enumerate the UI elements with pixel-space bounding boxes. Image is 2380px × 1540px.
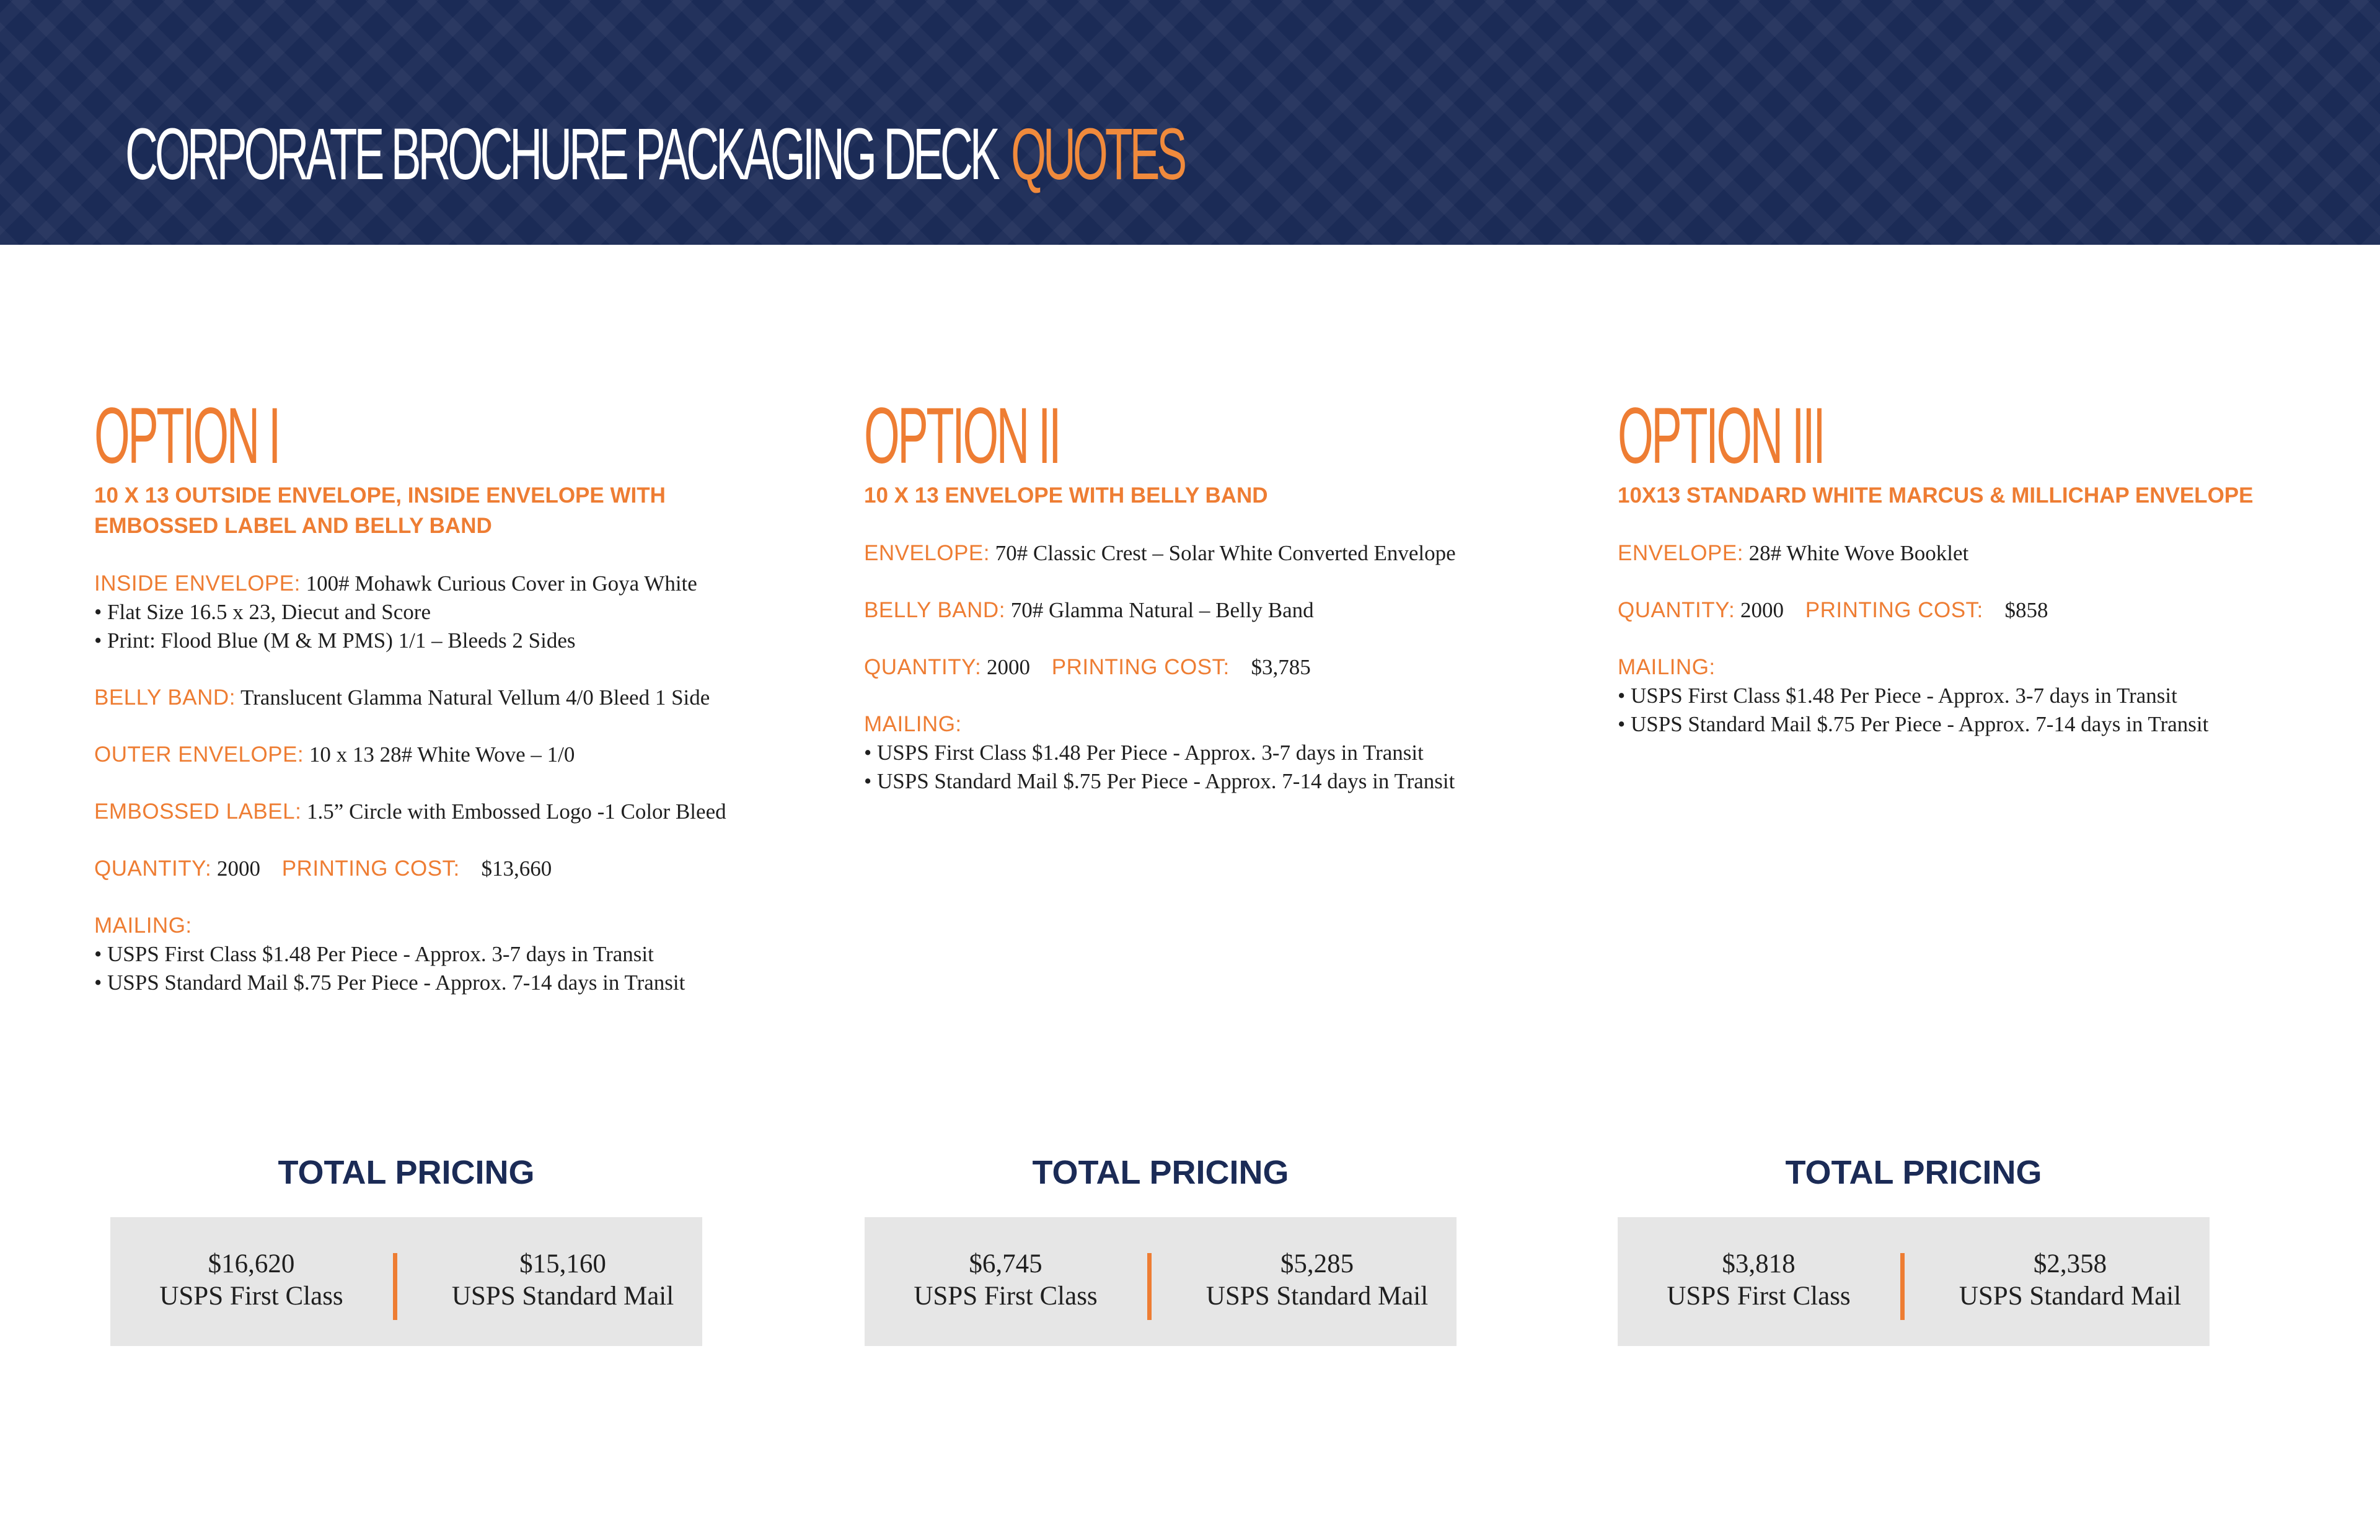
price-divider — [1900, 1253, 1905, 1320]
quantity-label: QUANTITY: — [1618, 598, 1735, 622]
standard-mail-amount: $2,358 — [2033, 1249, 2107, 1278]
printing-cost-label: PRINTING COST: — [1805, 598, 1983, 622]
printing-cost-label: PRINTING COST: — [281, 856, 460, 881]
inside-envelope-value: 100# Mohawk Curious Cover in Goya White — [306, 571, 697, 596]
outer-envelope-label: OUTER ENVELOPE: — [94, 742, 304, 767]
standard-mail-amount: $15,160 — [519, 1249, 606, 1278]
option-3-quantity-cost — [1618, 596, 2330, 625]
option-2-quantity-cost — [864, 653, 1577, 682]
header-banner — [0, 0, 2380, 245]
option-2-column — [864, 392, 1577, 824]
quantity-label: QUANTITY: — [864, 655, 982, 679]
mailing-bullet: • USPS Standard Mail $.75 Per Piece - Approx. 7-14 days in Transit — [864, 769, 1455, 793]
printing-cost-value: $3,785 — [1251, 655, 1311, 679]
first-class-label: USPS First Class — [159, 1282, 343, 1311]
standard-mail-label: USPS Standard Mail — [451, 1282, 674, 1311]
envelope-value: 70# Classic Crest – Solar White Converted Envelope — [995, 541, 1456, 565]
total-pricing-title: TOTAL PRICING — [278, 1154, 535, 1191]
printing-cost-value: $858 — [2004, 598, 2048, 622]
mailing-label: MAILING: — [864, 712, 962, 736]
first-class-amount: $16,620 — [208, 1249, 295, 1278]
page-title-main: CORPORATE BROCHURE PACKAGING DECK — [125, 113, 997, 195]
option-2-mailing — [864, 710, 1577, 796]
mailing-bullet: • USPS First Class $1.48 Per Piece - Approx. 3-7 days in Transit — [864, 741, 1424, 765]
option-3-column — [1618, 392, 2330, 767]
option-1-mailing — [94, 912, 807, 997]
inside-envelope-bullet: • Print: Flood Blue (M & M PMS) 1/1 – Bleeds 2 Sides — [94, 628, 576, 653]
page-title-accent: QUOTES — [1011, 113, 1184, 195]
option-2-subhead: 10 X 13 ENVELOPE WITH BELLY BAND — [864, 483, 1268, 508]
option-1-quantity-cost — [94, 855, 807, 883]
standard-mail-price — [1931, 1248, 2210, 1313]
first-class-price — [1618, 1248, 1900, 1313]
option-1-belly-band — [94, 684, 807, 712]
price-box — [110, 1217, 702, 1346]
page-title — [125, 113, 1184, 195]
quantity-value: 2000 — [217, 856, 260, 881]
embossed-label-label: EMBOSSED LABEL: — [94, 799, 302, 824]
price-box — [1618, 1217, 2210, 1346]
total-pricing-title: TOTAL PRICING — [1785, 1154, 2042, 1191]
mailing-bullet: • USPS First Class $1.48 Per Piece - Approx. 3-7 days in Transit — [1618, 684, 2177, 708]
quantity-label: QUANTITY: — [94, 856, 212, 881]
option-2-envelope — [864, 539, 1577, 568]
option-1-outer-envelope — [94, 741, 807, 769]
first-class-label: USPS First Class — [1667, 1282, 1851, 1311]
total-pricing-3 — [1618, 1150, 2210, 1346]
quantity-value: 2000 — [987, 655, 1030, 679]
price-divider — [1147, 1253, 1152, 1320]
mailing-bullet: • USPS Standard Mail $.75 Per Piece - Approx. 7-14 days in Transit — [94, 970, 685, 995]
belly-band-value: 70# Glamma Natural – Belly Band — [1010, 598, 1314, 622]
option-2-belly-band — [864, 596, 1577, 625]
total-pricing-1 — [110, 1150, 702, 1346]
inside-envelope-bullet: • Flat Size 16.5 x 23, Diecut and Score — [94, 600, 431, 624]
first-class-amount: $3,818 — [1722, 1249, 1796, 1278]
option-3-mailing — [1618, 653, 2330, 739]
first-class-price — [865, 1248, 1147, 1313]
quantity-value: 2000 — [1740, 598, 1784, 622]
total-pricing-title: TOTAL PRICING — [1032, 1154, 1289, 1191]
embossed-label-value: 1.5” Circle with Embossed Logo -1 Color Bleed — [307, 799, 726, 824]
option-2-title: OPTION II — [864, 392, 1060, 480]
envelope-label: ENVELOPE: — [864, 541, 990, 565]
mailing-bullet: • USPS First Class $1.48 Per Piece - Approx. 3-7 days in Transit — [94, 942, 654, 966]
belly-band-value: Translucent Glamma Natural Vellum 4/0 Bleed 1 Side — [240, 685, 710, 710]
outer-envelope-value: 10 x 13 28# White Wove – 1/0 — [309, 742, 575, 767]
envelope-value: 28# White Wove Booklet — [1748, 541, 1969, 565]
envelope-label: ENVELOPE: — [1618, 541, 1743, 565]
belly-band-label: BELLY BAND: — [94, 685, 236, 710]
option-3-subhead: 10X13 STANDARD WHITE MARCUS & MILLICHAP ENVELOPE — [1618, 483, 2254, 508]
mailing-label: MAILING: — [1618, 655, 1716, 679]
standard-mail-price — [1178, 1248, 1457, 1313]
total-pricing-2 — [865, 1150, 1457, 1346]
mailing-label: MAILING: — [94, 913, 192, 938]
standard-mail-amount: $5,285 — [1280, 1249, 1354, 1278]
price-box — [865, 1217, 1457, 1346]
option-3-envelope — [1618, 539, 2330, 568]
first-class-amount: $6,745 — [969, 1249, 1042, 1278]
first-class-label: USPS First Class — [914, 1282, 1098, 1311]
price-divider — [393, 1253, 397, 1320]
standard-mail-label: USPS Standard Mail — [1205, 1282, 1429, 1311]
option-3-title: OPTION III — [1618, 392, 1824, 480]
mailing-bullet: • USPS Standard Mail $.75 Per Piece - Approx. 7-14 days in Transit — [1618, 712, 2209, 736]
standard-mail-price — [423, 1248, 702, 1313]
option-1-title: OPTION I — [94, 392, 280, 480]
first-class-price — [110, 1248, 392, 1313]
option-1-subhead: 10 X 13 OUTSIDE ENVELOPE, INSIDE ENVELOPE WITH EMBOSSED LABEL AND BELLY BAND — [94, 483, 666, 538]
option-1-embossed-label — [94, 798, 807, 826]
option-1-inside-envelope — [94, 570, 807, 655]
option-1-column — [94, 392, 807, 1026]
belly-band-label: BELLY BAND: — [864, 598, 1005, 622]
printing-cost-value: $13,660 — [481, 856, 552, 881]
printing-cost-label: PRINTING COST: — [1051, 655, 1230, 679]
standard-mail-label: USPS Standard Mail — [1959, 1282, 2182, 1311]
inside-envelope-label: INSIDE ENVELOPE: — [94, 571, 301, 596]
